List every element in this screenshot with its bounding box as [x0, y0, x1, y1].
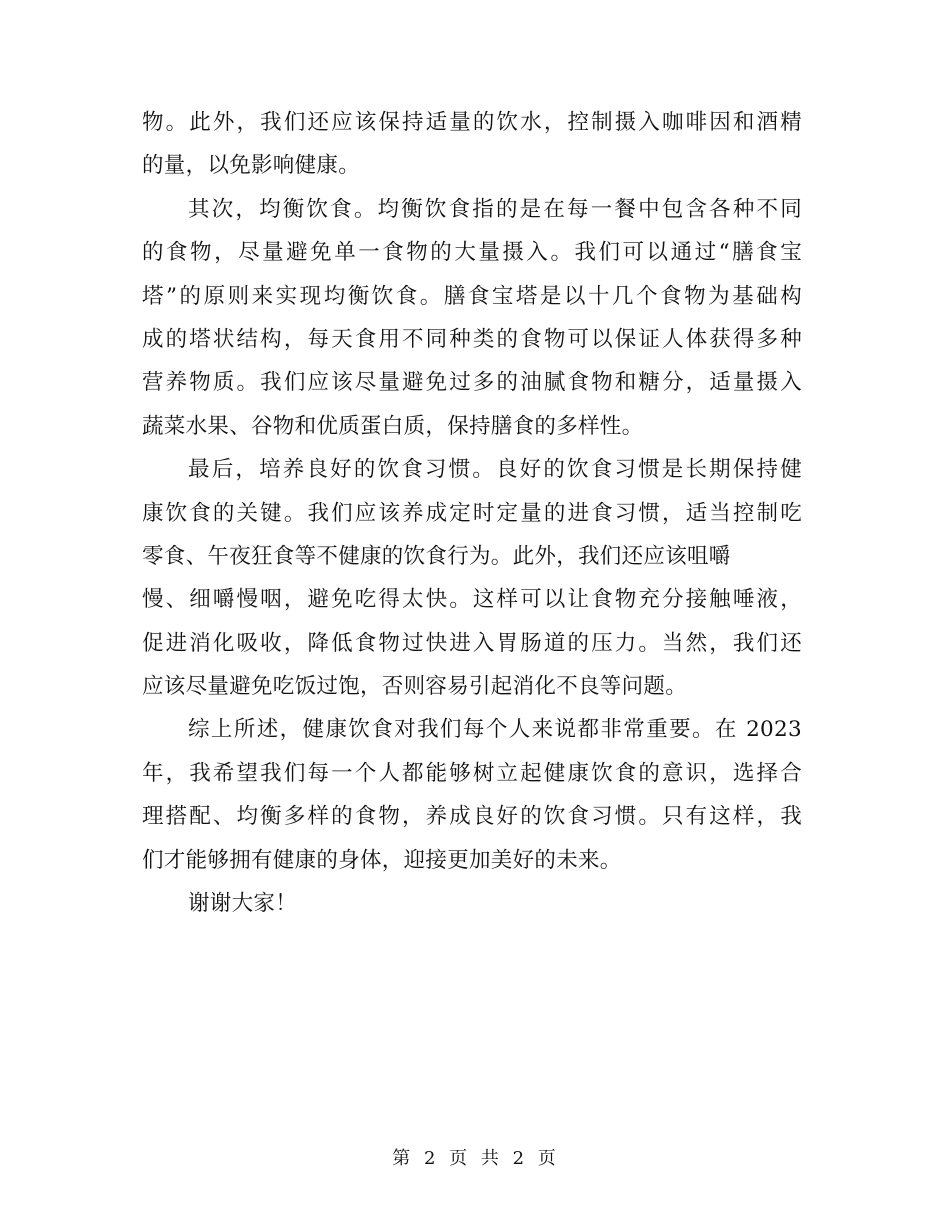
text-line: 理搭配、均衡多样的食物，养成良好的饮食习惯。只有这样，我	[142, 804, 802, 830]
paragraph-start-line: 其次，均衡饮食。均衡饮食指的是在每一餐中包含各种不同	[188, 196, 802, 222]
paragraph-start-line: 综上所述，健康饮食对我们每个人来说都非常重要。在 2023	[188, 717, 802, 743]
document-body	[142, 101, 802, 925]
closing-line: 谢谢大家！	[188, 891, 298, 917]
total-page-number: 2	[512, 1148, 527, 1169]
text-line: 零食、午夜狂食等不健康的饮食行为。此外，我们还应该咀嚼	[142, 543, 731, 569]
text-line: 的食物，尽量避免单一食物的大量摄入。我们可以通过“膳食宝	[142, 240, 802, 266]
current-page-number: 2	[423, 1148, 438, 1169]
footer-total-word: 共	[480, 1148, 501, 1169]
footer-suffix: 页	[537, 1148, 558, 1169]
text-line: 塔”的原则来实现均衡饮食。膳食宝塔是以十几个食物为基础构	[142, 283, 802, 309]
text-line: 营养物质。我们应该尽量避免过多的油腻食物和糖分，适量摄入	[142, 370, 802, 396]
text-line: 们才能够拥有健康的身体，迎接更加美好的未来。	[142, 847, 622, 873]
text-line: 年，我希望我们每一个人都能够树立起健康饮食的意识，选择合	[142, 760, 802, 786]
text-line: 慢、细嚼慢咽，避免吃得太快。这样可以让食物充分接触唾液，	[142, 587, 802, 613]
text-line: 成的塔状结构，每天食用不同种类的食物可以保证人体获得多种	[142, 326, 802, 352]
text-line: 应该尽量避免吃饭过饱，否则容易引起消化不良等问题。	[142, 674, 688, 700]
text-line: 促进消化吸收，降低食物过快进入胃肠道的压力。当然，我们还	[142, 630, 802, 656]
text-line: 康饮食的关键。我们应该养成定时定量的进食习惯，适当控制吃	[142, 500, 802, 526]
footer-prefix: 第	[392, 1148, 413, 1169]
text-line: 的量，以免影响健康。	[142, 153, 361, 179]
text-line: 物。此外，我们还应该保持适量的饮水，控制摄入咖啡因和酒精	[142, 110, 802, 135]
footer-page-word: 页	[449, 1148, 470, 1169]
paragraph-start-line: 最后，培养良好的饮食习惯。良好的饮食习惯是长期保持健	[188, 457, 802, 483]
text-line: 蔬菜水果、谷物和优质蛋白质，保持膳食的多样性。	[142, 413, 644, 439]
page-footer	[0, 1144, 950, 1174]
